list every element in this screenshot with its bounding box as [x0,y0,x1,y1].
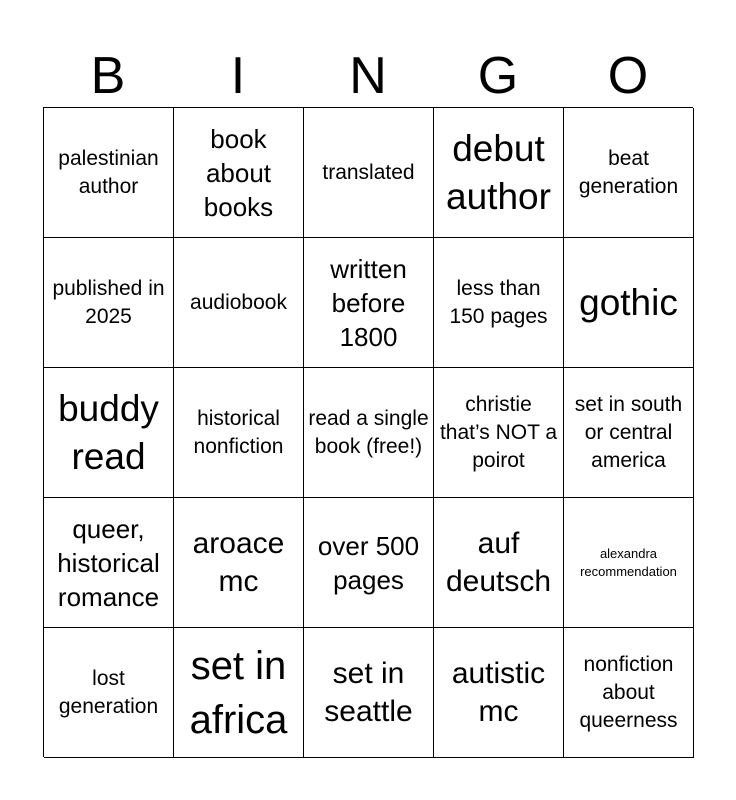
bingo-cell-r2-c3[interactable] [434,368,564,498]
bingo-cell-r0-c0[interactable] [44,108,174,238]
cell-label: audiobook [190,290,287,314]
bingo-cell-r2-c0[interactable] [44,368,174,498]
bingo-cell-r1-c1[interactable] [174,238,304,368]
cell-label: lost generation [58,666,159,718]
header-letter-n: N [349,47,387,105]
header-letter-g: G [477,47,519,105]
bingo-cell-r0-c4[interactable] [564,108,694,238]
cell-label: autistic mc [451,656,546,728]
bingo-cell-r4-c2[interactable] [304,628,434,758]
cell-label: historical nonfiction [193,406,284,458]
bingo-cell-r0-c1[interactable] [174,108,304,238]
bingo-cell-r4-c4[interactable] [564,628,694,758]
bingo-cell-r3-c2[interactable] [304,498,434,628]
header-letter-i: I [230,47,246,105]
cell-label: beat generation [578,146,679,198]
cell-label: over 500 pages [317,530,420,595]
bingo-cell-r2-c1[interactable] [174,368,304,498]
bingo-cell-r2-c4[interactable] [564,368,694,498]
bingo-cell-r1-c4[interactable] [564,238,694,368]
cell-label: published in 2025 [52,276,165,328]
bingo-cell-r0-c3[interactable] [434,108,564,238]
bingo-cell-r1-c0[interactable] [44,238,174,368]
cell-label: alexandra recommendation [580,545,677,579]
cell-label: debut author [446,127,551,217]
cell-label: translated [322,160,415,184]
header-letter-o: O [607,47,649,105]
cell-label: written before 1800 [330,253,407,352]
bingo-card-grid [43,107,693,757]
bingo-cell-r1-c2[interactable] [304,238,434,368]
cell-label: buddy read [58,387,159,477]
bingo-cell-r3-c4[interactable] [564,498,694,628]
bingo-cell-r4-c1[interactable] [174,628,304,758]
bingo-cell-r0-c2[interactable] [304,108,434,238]
cell-label: palestinian author [58,146,159,198]
bingo-cell-r3-c1[interactable] [174,498,304,628]
cell-label: set in south or central america [574,392,683,472]
header-letter-b: B [90,47,126,105]
bingo-cell-r2-c2[interactable] [304,368,434,498]
cell-label: set in africa [189,643,288,742]
cell-label: auf deutsch [445,526,552,598]
bingo-header [43,44,693,108]
cell-label: gothic [579,281,678,323]
bingo-cell-r4-c3[interactable] [434,628,564,758]
cell-label: nonfiction about queerness [579,652,678,732]
bingo-cell-r1-c3[interactable] [434,238,564,368]
cell-label: read a single book (free!) [308,406,429,458]
bingo-cell-r4-c0[interactable] [44,628,174,758]
bingo-cell-r3-c3[interactable] [434,498,564,628]
cell-label: aroace mc [192,526,285,598]
cell-label: queer, historical romance [57,513,160,612]
cell-label: book about books [203,123,274,222]
cell-label: set in seattle [324,656,413,728]
cell-label: christie that’s NOT a poirot [439,392,558,472]
cell-label: less than 150 pages [449,276,548,328]
bingo-cell-r3-c0[interactable] [44,498,174,628]
